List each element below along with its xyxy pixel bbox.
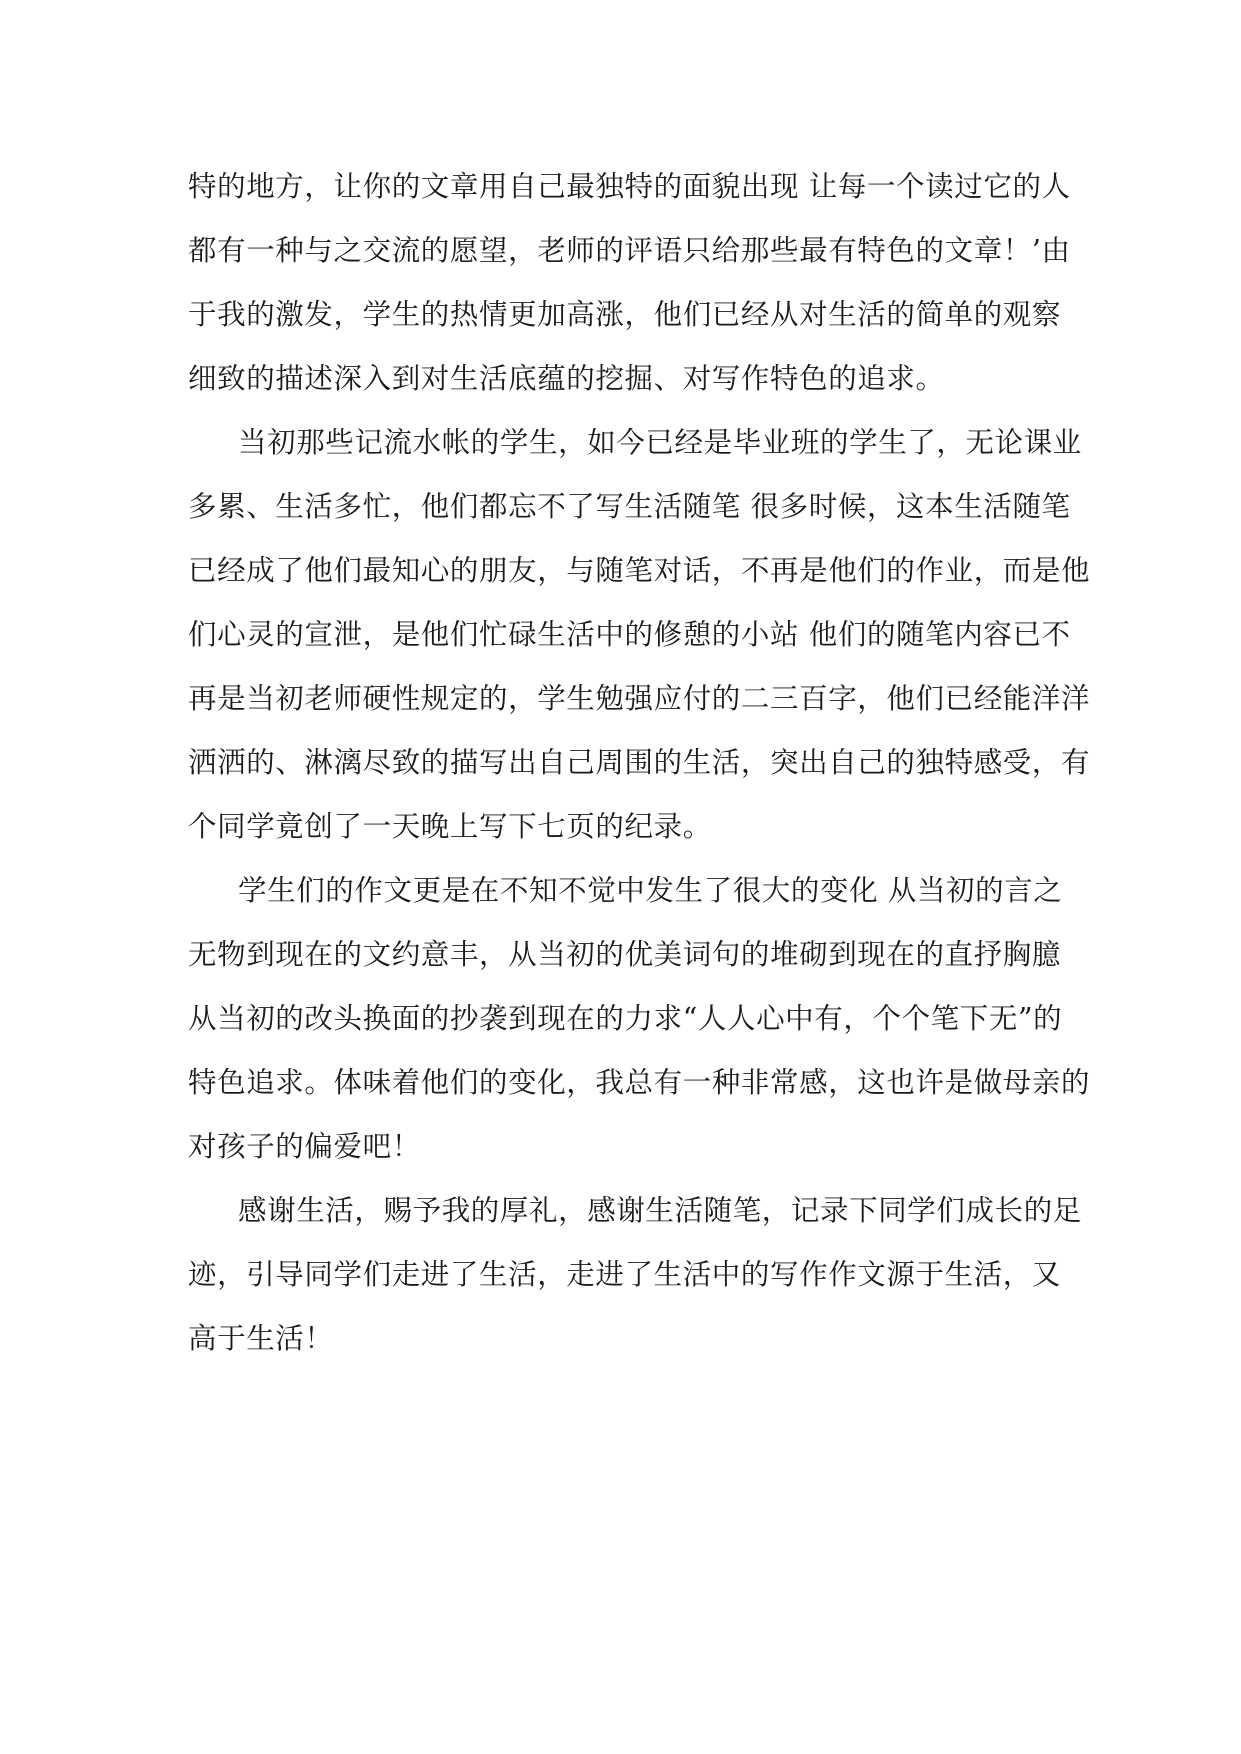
text-line: 学生们的作文更是在不知不觉中发生了很大的变化 从当初的言之 bbox=[238, 874, 1063, 907]
text-line: 特色追求。体味着他们的变化，我总有一种非常感，这也许是做母亲的 bbox=[188, 1066, 1091, 1099]
paragraph bbox=[188, 859, 1091, 1179]
text-line: 细致的描述深入到对生活底蕴的挖掘、对写作特色的追求。 bbox=[188, 362, 945, 395]
text-line: 个同学竟创了一天晚上写下七页的纪录。 bbox=[188, 810, 712, 843]
text-line: 对孩子的偏爱吧！ bbox=[188, 1130, 421, 1163]
text-line: 无物到现在的文约意丰，从当初的优美词句的堆砌到现在的直抒胸臆 bbox=[188, 938, 1062, 971]
body-text bbox=[188, 155, 1091, 1371]
text-line: 们心灵的宣泄，是他们忙碌生活中的修憩的小站 他们的随笔内容已不 bbox=[188, 618, 1071, 651]
text-line: 再是当初老师硬性规定的，学生勉强应付的二三百字，他们已经能洋洋 bbox=[188, 682, 1091, 715]
text-line: 高于生活！ bbox=[188, 1322, 334, 1355]
paragraph bbox=[188, 1179, 1082, 1371]
paragraph bbox=[188, 411, 1091, 859]
paragraph bbox=[188, 155, 1071, 411]
text-line: 都有一种与之交流的愿望，老师的评语只给那些最有特色的文章！’由 bbox=[188, 234, 1071, 267]
text-line: 特的地方，让你的文章用自己最独特的面貌出现 让每一个读过它的人 bbox=[188, 170, 1071, 203]
text-line: 从当初的改头换面的抄袭到现在的力求“人人心中有，个个笔下无”的 bbox=[188, 1002, 1063, 1035]
text-line: 迹，引导同学们走进了生活，走进了生活中的写作作文源于生活，又 bbox=[188, 1258, 1062, 1291]
text-line: 已经成了他们最知心的朋友，与随笔对话，不再是他们的作业，而是他 bbox=[188, 554, 1091, 587]
text-line: 当初那些记流水帐的学生，如今已经是毕业班的学生了，无论课业 bbox=[238, 426, 1082, 459]
text-line: 于我的激发，学生的热情更加高涨，他们已经从对生活的简单的观察 bbox=[188, 298, 1062, 331]
text-line: 洒洒的、淋漓尽致的描写出自己周围的生活，突出自己的独特感受，有 bbox=[188, 746, 1091, 779]
text-line: 多累、生活多忙，他们都忘不了写生活随笔 很多时候，这本生活随笔 bbox=[188, 490, 1071, 523]
text-line: 感谢生活，赐予我的厚礼，感谢生活随笔，记录下同学们成长的足 bbox=[238, 1194, 1082, 1227]
